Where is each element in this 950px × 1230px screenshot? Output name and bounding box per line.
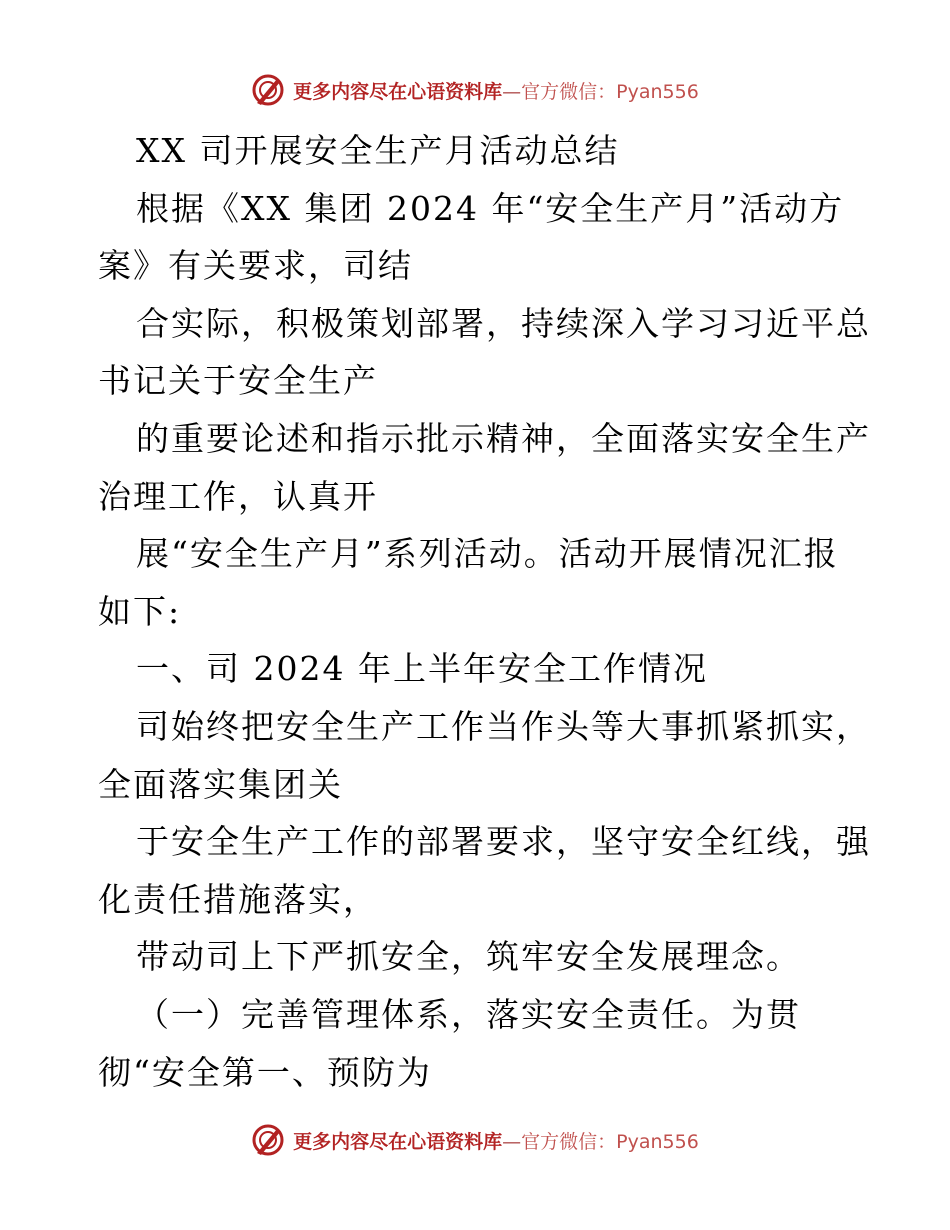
pen-logo-icon (251, 73, 285, 107)
banner-brand: 更多内容尽在心语资料库 (293, 1130, 503, 1153)
header-banner (0, 70, 950, 110)
text-line: 根据《XX 集团 2024 年“安全生产月”活动方 (136, 188, 845, 228)
document-body (98, 122, 871, 1101)
banner-separator: — (502, 1130, 522, 1153)
text-line: 案》有关要求，司结 (98, 246, 413, 286)
text-line: 展“安全生产月”系列活动。活动开展情况汇报 (136, 534, 839, 574)
subsection-heading: （一）完善管理体系，落实安全责任。为贯 (136, 994, 801, 1034)
text-line: 全面落实集团关 (98, 764, 343, 804)
text-line: 司始终把安全生产工作当作头等大事抓紧抓实， (136, 706, 871, 746)
text-line: 合实际，积极策划部署，持续深入学习习近平总 (136, 303, 871, 343)
text-line: 的重要论述和指示批示精神，全面落实安全生产 (136, 418, 871, 458)
banner-text (293, 1127, 699, 1154)
text-line: 带动司上下严抓安全，筑牢安全发展理念。 (136, 937, 801, 977)
text-line: 于安全生产工作的部署要求，坚守安全红线，强 (136, 822, 871, 862)
banner-separator: — (502, 80, 522, 103)
text-line: 书记关于安全生产 (98, 361, 378, 401)
banner-brand: 更多内容尽在心语资料库 (293, 80, 503, 103)
footer-banner (0, 1120, 950, 1160)
text-line: 彻“安全第一、预防为 (98, 1052, 432, 1092)
text-line: 化责任措施落实， (98, 879, 378, 919)
text-line: 治理工作，认真开 (98, 476, 378, 516)
banner-text (293, 77, 699, 104)
document-title: XX 司开展安全生产月活动总结 (136, 131, 620, 170)
text-line: 如下: (98, 591, 182, 631)
banner-contact: 官方微信：Pyan556 (521, 1130, 699, 1153)
section-heading: 一、司 2024 年上半年安全工作情况 (136, 649, 708, 689)
banner-contact: 官方微信：Pyan556 (521, 80, 699, 103)
pen-logo-icon (251, 1123, 285, 1157)
